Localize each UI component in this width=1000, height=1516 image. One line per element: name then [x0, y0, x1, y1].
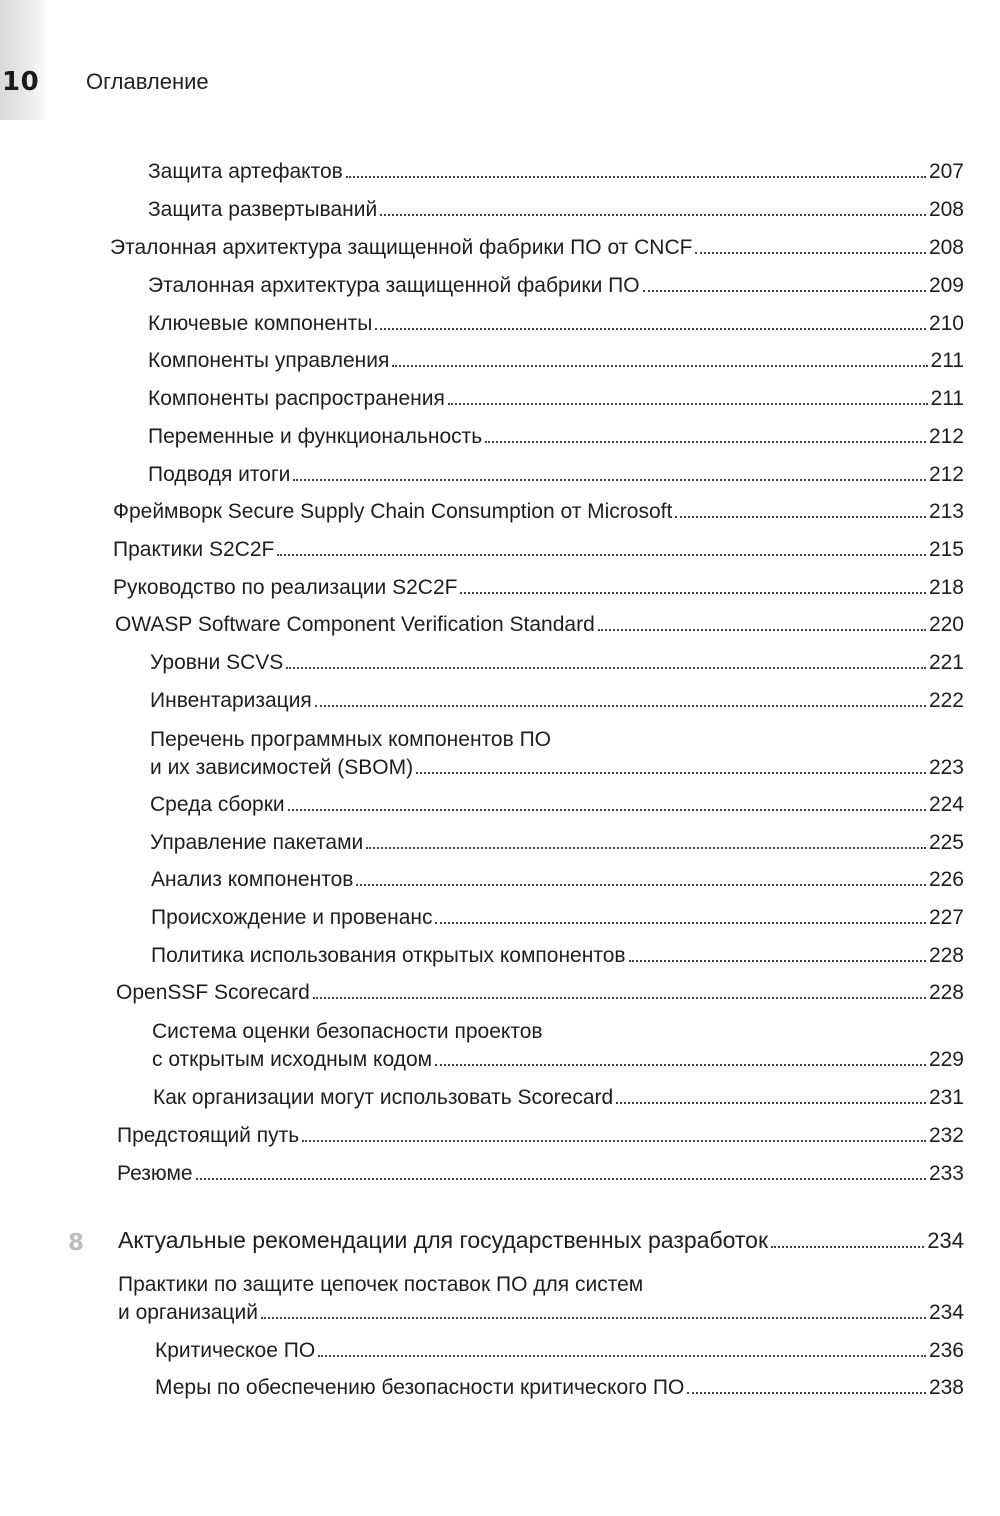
dot-leader	[293, 479, 926, 481]
dot-leader	[435, 1064, 926, 1066]
toc-entry[interactable]	[155, 1337, 964, 1365]
toc-entry-label: Ключевые компоненты	[148, 312, 373, 335]
toc-entry-label: Анализ компонентов	[151, 868, 354, 891]
dot-leader	[643, 290, 926, 292]
dot-leader	[288, 809, 926, 811]
toc-entry-page: 227	[928, 906, 964, 929]
toc-entry-page: 220	[928, 613, 964, 636]
dot-leader	[598, 629, 926, 631]
toc-entry-page: 210	[928, 312, 964, 335]
toc-entry-page: 213	[928, 500, 964, 523]
dot-leader	[346, 176, 926, 178]
toc-entry-label-line1: Перечень программных компонентов ПО	[150, 728, 552, 751]
toc-entry-page: 232	[928, 1124, 964, 1147]
toc-entry-label: Как организации могут использовать Scorecard	[153, 1086, 614, 1109]
toc-entry-label: Меры по обеспечению безопасности критического ПО	[155, 1376, 685, 1399]
toc-entry-label: Критическое ПО	[155, 1339, 316, 1362]
dot-leader	[302, 1140, 926, 1142]
toc-entry-page: 231	[928, 1086, 964, 1109]
toc-entry[interactable]	[117, 1122, 964, 1150]
toc-entry-label-line1: Практики по защите цепочек поставок ПО для систем	[118, 1273, 644, 1296]
dot-leader	[356, 884, 926, 886]
toc-entry[interactable]	[118, 1271, 964, 1327]
toc-entry-page: 215	[928, 538, 964, 561]
toc-entry[interactable]	[113, 536, 964, 564]
toc-entry-page: 218	[928, 576, 964, 599]
toc-entry-page: 228	[928, 944, 964, 967]
dot-leader	[675, 516, 926, 518]
toc-entry[interactable]	[148, 385, 964, 413]
page-number: 10	[2, 67, 40, 97]
toc-entry-label: Компоненты управления	[148, 349, 390, 372]
toc-entry-page: 209	[928, 274, 964, 297]
toc-entry-label: Среда сборки	[150, 793, 285, 816]
toc-entry[interactable]	[150, 791, 964, 819]
toc-entry-page: 221	[928, 651, 964, 674]
toc-entry-label: OWASP Software Component Verification Standard	[115, 613, 595, 636]
toc-entry-label: Подводя итоги	[148, 463, 291, 486]
toc-entry-page: 233	[928, 1162, 964, 1185]
toc-entry-label: Резюме	[117, 1162, 193, 1185]
toc-entry[interactable]	[148, 272, 964, 300]
toc-entry[interactable]	[116, 979, 964, 1007]
toc-entry[interactable]	[148, 461, 964, 489]
toc-entry-label: Компоненты распространения	[148, 387, 445, 410]
dot-leader	[695, 252, 926, 254]
toc-entry-page: 208	[928, 198, 964, 221]
toc-entry-page: 225	[928, 831, 964, 854]
running-title: Оглавление	[86, 69, 209, 94]
toc-entry[interactable]	[113, 498, 964, 526]
dot-leader	[196, 1178, 926, 1180]
chapter-title: Актуальные рекомендации для государственных разработок	[118, 1227, 769, 1253]
dot-leader	[277, 554, 926, 556]
toc-entry-label: Защита развертываний	[148, 198, 378, 221]
toc-entry[interactable]	[150, 829, 964, 857]
toc-entry-label: Практики S2C2F	[113, 538, 275, 561]
toc-entry-label: Происхождение и провенанс	[151, 906, 433, 929]
toc-entry-page: 226	[928, 868, 964, 891]
toc-entry-page: 238	[928, 1376, 964, 1399]
toc-entry[interactable]	[155, 1374, 964, 1402]
dot-leader	[366, 847, 926, 849]
toc-entry-page: 211	[930, 349, 964, 372]
toc-entry[interactable]	[148, 158, 964, 186]
dot-leader	[448, 403, 928, 405]
toc-entry-label: Руководство по реализации S2C2F	[113, 576, 458, 599]
toc-entry-label: Управление пакетами	[150, 831, 364, 854]
toc-entry[interactable]	[148, 310, 964, 338]
dot-leader	[380, 214, 926, 216]
toc-entry-label: Предстоящий путь	[117, 1124, 300, 1147]
dot-leader	[286, 667, 926, 669]
toc-entry-label: Уровни SCVS	[150, 651, 284, 674]
toc-entry-page: 207	[928, 160, 964, 183]
dot-leader	[375, 328, 926, 330]
dot-leader	[318, 1355, 926, 1357]
toc-entry[interactable]	[115, 611, 964, 639]
dot-leader	[435, 922, 925, 924]
toc-entry[interactable]	[110, 234, 964, 262]
toc-entry[interactable]	[151, 904, 964, 932]
dot-leader	[629, 960, 926, 962]
chapter-entry[interactable]	[118, 1226, 964, 1255]
toc-entry-label: Эталонная архитектура защищенной фабрики ПО	[148, 274, 640, 297]
dot-leader	[261, 1317, 926, 1319]
toc-entry-label: Защита артефактов	[148, 160, 343, 183]
toc-entry-label: Инвентаризация	[150, 689, 312, 712]
toc-entry[interactable]	[150, 726, 964, 782]
toc-entry-page: 208	[928, 236, 964, 259]
toc-entry-label: и их зависимостей (SBOM)	[150, 756, 414, 779]
toc-entry[interactable]	[113, 574, 964, 602]
toc-entry[interactable]	[152, 1018, 964, 1074]
toc-entry-label: Переменные и функциональность	[148, 425, 483, 448]
toc-entry[interactable]	[150, 649, 964, 677]
toc-entry[interactable]	[148, 196, 964, 224]
chapter-page: 234	[927, 1228, 964, 1253]
dot-leader	[485, 441, 926, 443]
toc-entry-page: 229	[928, 1048, 964, 1071]
toc-entry-page: 236	[928, 1339, 964, 1362]
dot-leader	[771, 1246, 924, 1248]
toc-entry-label: Фреймворк Secure Supply Chain Consumption от Microsoft	[113, 500, 673, 523]
dot-leader	[392, 365, 927, 367]
dot-leader	[616, 1102, 926, 1104]
toc-entry-label: с открытым исходным кодом	[152, 1048, 433, 1071]
toc-entry[interactable]	[153, 1084, 964, 1112]
dot-leader	[315, 705, 926, 707]
toc-entry-page: 222	[928, 689, 964, 712]
chapter-number: 8	[68, 1230, 85, 1256]
toc-entry-page: 223	[928, 756, 964, 779]
dot-leader	[313, 997, 926, 999]
toc-entry[interactable]	[148, 347, 964, 375]
toc-entry-page: 228	[928, 981, 964, 1004]
toc-entry[interactable]	[151, 942, 964, 970]
toc-entry[interactable]	[148, 423, 964, 451]
toc-entry[interactable]	[117, 1160, 964, 1188]
dot-leader	[687, 1392, 926, 1394]
toc-entry-page: 212	[928, 425, 964, 448]
toc-entry-label-line1: Система оценки безопасности проектов	[152, 1020, 543, 1043]
toc-entry-label: Политика использования открытых компонентов	[151, 944, 626, 967]
toc-entry-page: 212	[928, 463, 964, 486]
toc-entry[interactable]	[151, 866, 964, 894]
toc-entry[interactable]	[150, 687, 964, 715]
toc-entry-label: OpenSSF Scorecard	[116, 981, 310, 1004]
toc-entry-page: 234	[928, 1301, 964, 1324]
toc-entry-label: и организаций	[118, 1301, 258, 1324]
dot-leader	[460, 592, 926, 594]
toc-entry-label: Эталонная архитектура защищенной фабрики ПО от CNCF	[110, 236, 693, 259]
toc-entry-page: 211	[930, 387, 964, 410]
dot-leader	[416, 772, 926, 774]
toc-entry-page: 224	[928, 793, 964, 816]
